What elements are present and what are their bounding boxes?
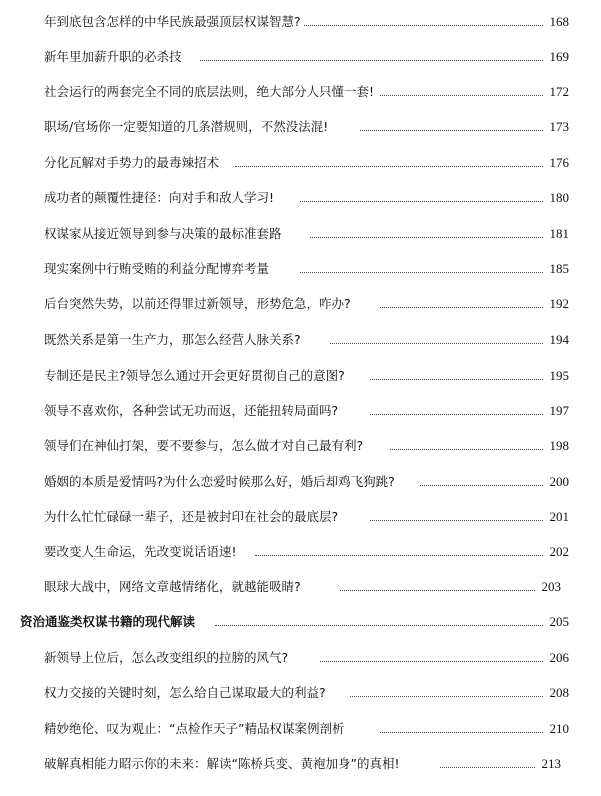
dot-leader	[360, 130, 543, 131]
toc-entry-title: 领导不喜欢你，各种尝试无功而返，还能扭转局面吗?	[44, 401, 340, 421]
dot-leader	[310, 237, 543, 238]
dot-leader	[350, 696, 543, 697]
toc-entry-page: 210	[547, 719, 570, 739]
dot-leader	[200, 60, 543, 61]
toc-entry-page: 197	[547, 401, 570, 421]
toc-entry[interactable]	[0, 436, 601, 456]
dot-leader	[340, 590, 535, 591]
toc-entry[interactable]	[0, 47, 601, 67]
toc-entry[interactable]	[0, 117, 601, 137]
toc-entry[interactable]	[0, 472, 601, 492]
dot-leader	[300, 201, 543, 202]
toc-entry[interactable]	[0, 754, 601, 774]
toc-entry-title: 职场/官场你一定要知道的几条潜规则，不然没法混!	[44, 117, 330, 137]
toc-entry[interactable]	[0, 188, 601, 208]
dot-leader	[370, 520, 543, 521]
toc-entry-page: 192	[547, 294, 570, 314]
toc-entry-page: 185	[547, 259, 570, 279]
toc-entry-page: 180	[547, 188, 570, 208]
toc-entry[interactable]	[0, 82, 601, 102]
toc-entry[interactable]	[0, 153, 601, 173]
toc-entry-title: 眼球大战中，网络文章越情绪化，就越能吸睛?	[44, 577, 303, 597]
dot-leader	[390, 449, 543, 450]
toc-entry[interactable]	[0, 401, 601, 421]
toc-section-title: 资治通鉴类权谋书籍的现代解读	[20, 612, 197, 632]
dot-leader	[330, 343, 543, 344]
toc-entry[interactable]	[0, 294, 601, 314]
dot-leader	[235, 166, 543, 167]
toc-entry[interactable]	[0, 542, 601, 562]
toc-entry-page: 200	[547, 472, 570, 492]
toc-entry-page: 203	[539, 577, 562, 597]
dot-leader	[370, 379, 543, 380]
toc-entry-title: 新年里加薪升职的必杀技	[44, 47, 184, 67]
dot-leader	[380, 95, 543, 96]
toc-entry-title: 精妙绝伦、叹为观止：“点检作天子”精品权谋案例剖析	[44, 719, 346, 739]
toc-entry[interactable]	[0, 648, 601, 668]
toc-entry[interactable]	[0, 719, 601, 739]
toc-entry-title: 领导们在神仙打架，要不要参与，怎么做才对自己最有利?	[44, 436, 365, 456]
toc-entry-page: 181	[547, 224, 570, 244]
toc-section-page: 205	[547, 612, 570, 632]
toc-entry-page: 172	[547, 82, 570, 102]
toc-entry-page: 202	[547, 542, 570, 562]
toc-entry[interactable]	[0, 259, 601, 279]
toc-entry[interactable]	[0, 12, 601, 32]
toc-entry-page: 176	[547, 153, 570, 173]
toc-entry-title: 权力交接的关键时刻，怎么给自己谋取最大的利益?	[44, 683, 328, 703]
toc-entry-title: 为什么忙忙碌碌一辈子，还是被封印在社会的最底层?	[44, 507, 340, 527]
dot-leader	[300, 25, 543, 26]
toc-entry-title: 分化瓦解对手势力的最毒辣招术	[44, 153, 221, 173]
toc-entry-title: 后台突然失势，以前还得罪过新领导，形势危急，咋办?	[44, 294, 353, 314]
toc-section-heading[interactable]	[0, 612, 601, 632]
toc-entry-title: 社会运行的两套完全不同的底层法则，绝大部分人只懂一套!	[44, 82, 376, 102]
toc-entry-page: 168	[547, 12, 570, 32]
dot-leader	[380, 732, 543, 733]
toc-entry-title: 要改变人生命运，先改变说话语速!	[44, 542, 239, 562]
toc-entry-title: 专制还是民主?领导怎么通过开会更好贯彻自己的意图?	[44, 366, 347, 386]
toc-entry-title: 年到底包含怎样的中华民族最强顶层权谋智慧?	[44, 12, 303, 32]
toc-entry[interactable]	[0, 366, 601, 386]
dot-leader	[255, 555, 543, 556]
dot-leader	[370, 414, 543, 415]
toc-entry-page: 201	[547, 507, 570, 527]
dot-leader	[300, 272, 543, 273]
toc-entry-page: 206	[547, 648, 570, 668]
toc-entry-page: 169	[547, 47, 570, 67]
toc-entry-page: 194	[547, 330, 570, 350]
toc-entry[interactable]	[0, 683, 601, 703]
toc-entry-page: 198	[547, 436, 570, 456]
toc-entry-title: 新领导上位后，怎么改变组织的拉膀的风气?	[44, 648, 290, 668]
dot-leader	[420, 485, 543, 486]
toc-entry[interactable]	[0, 224, 601, 244]
dot-leader	[320, 661, 543, 662]
dot-leader	[380, 307, 543, 308]
toc-entry-page: 208	[547, 683, 570, 703]
toc-entry-title: 成功者的颠覆性捷径：向对手和敌人学习!	[44, 188, 276, 208]
toc-entry-title: 现实案例中行贿受贿的利益分配博弈考量	[44, 259, 271, 279]
toc-entry-page: 195	[547, 366, 570, 386]
dot-leader	[440, 767, 535, 768]
toc-entry[interactable]	[0, 507, 601, 527]
toc-entry[interactable]	[0, 330, 601, 350]
dot-leader	[215, 625, 543, 626]
toc-entry-page: 213	[539, 754, 562, 774]
toc-entry-title: 既然关系是第一生产力，那怎么经营人脉关系?	[44, 330, 303, 350]
toc-entry-title: 权谋家从接近领导到参与决策的最标准套路	[44, 224, 284, 244]
toc-entry-title: 婚姻的本质是爱情吗?为什么恋爱时候那么好，婚后却鸡飞狗跳?	[44, 472, 397, 492]
toc-entry-title: 破解真相能力昭示你的未来：解读“陈桥兵变、黄袍加身”的真相!	[44, 754, 401, 774]
toc-entry[interactable]	[0, 577, 601, 597]
toc-entry-page: 173	[547, 117, 570, 137]
